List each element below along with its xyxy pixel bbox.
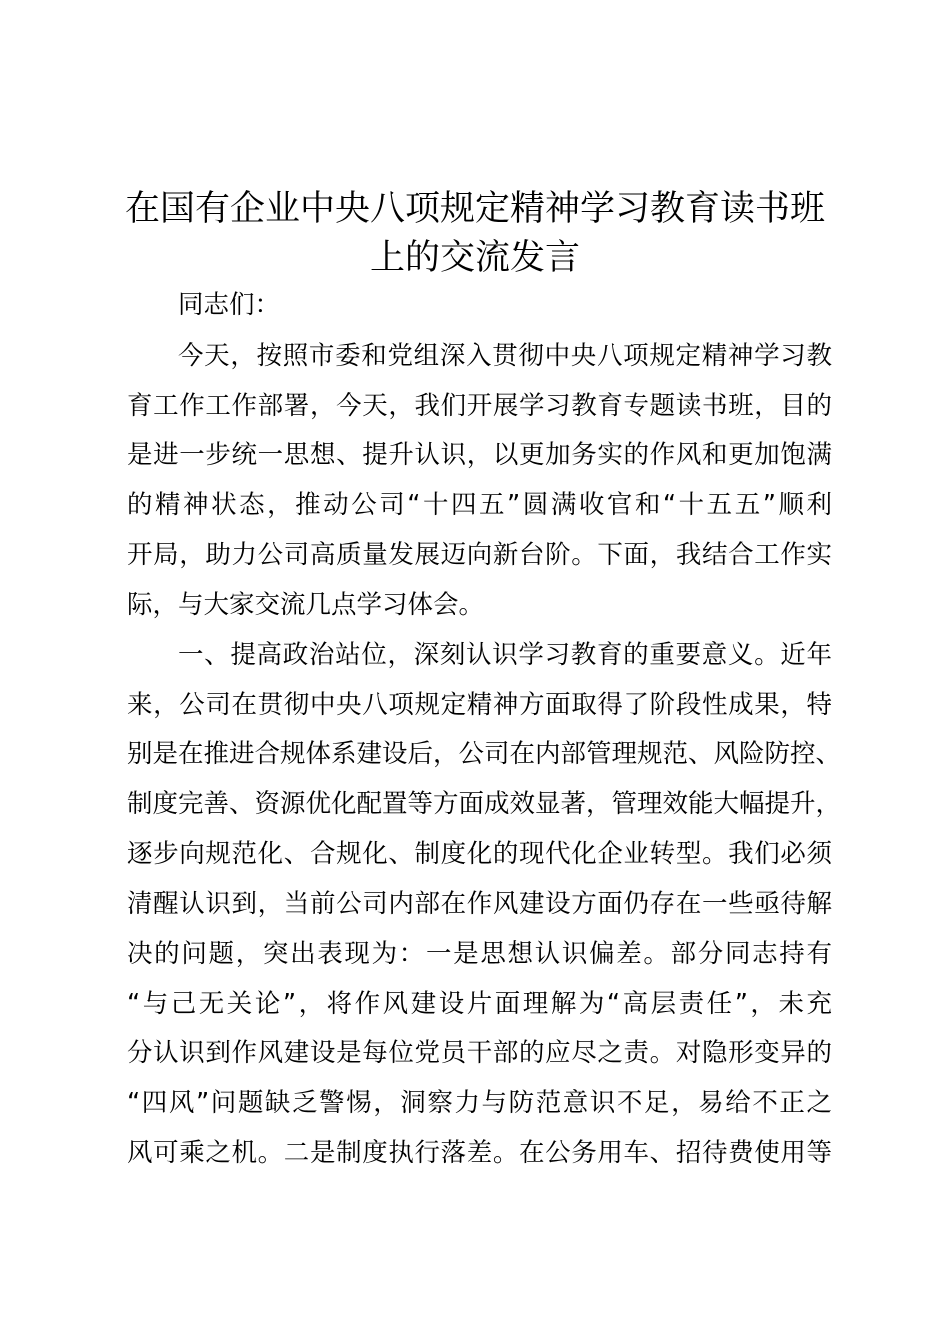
paragraph-line: 决的问题，突出表现为：一是思想认识偏差。部分同志持有	[127, 939, 832, 969]
document-title-line-2: 上的交流发言	[369, 238, 580, 278]
paragraph-line: 的精神状态，推动公司“十四五”圆满收官和“十五五”顺利	[127, 490, 832, 520]
paragraph-line: 是进一步统一思想、提升认识，以更加务实的作风和更加饱满	[127, 440, 832, 470]
paragraph-line: 开局，助力公司高质量发展迈向新台阶。下面，我结合工作实	[127, 540, 832, 570]
paragraph-line: “与己无关论”，将作风建设片面理解为“高层责任”，未充	[127, 989, 832, 1019]
salutation: 同志们：	[178, 290, 281, 320]
paragraph-line: 今天，按照市委和党组深入贯彻中央八项规定精神学习教	[178, 341, 832, 371]
paragraph-line: 清醒认识到，当前公司内部在作风建设方面仍存在一些亟待解	[127, 889, 832, 919]
paragraph-line: 风可乘之机。二是制度执行落差。在公务用车、招待费使用等	[127, 1138, 832, 1168]
paragraph-line: 逐步向规范化、合规化、制度化的现代化企业转型。我们必须	[127, 839, 832, 869]
document-title-line-1: 在国有企业中央八项规定精神学习教育读书班	[124, 189, 825, 229]
paragraph-line: 际，与大家交流几点学习体会。	[127, 590, 485, 620]
paragraph-line: 制度完善、资源优化配置等方面成效显著，管理效能大幅提升，	[127, 789, 842, 819]
paragraph-line: “四风”问题缺乏警惕，洞察力与防范意识不足，易给不正之	[127, 1088, 832, 1118]
paragraph-line: 分认识到作风建设是每位党员干部的应尽之责。对隐形变异的	[127, 1038, 832, 1068]
paragraph-line: 来，公司在贯彻中央八项规定精神方面取得了阶段性成果，特	[127, 690, 832, 720]
paragraph-line: 育工作工作部署，今天，我们开展学习教育专题读书班，目的	[127, 391, 832, 421]
paragraph-line: 一、提高政治站位，深刻认识学习教育的重要意义。近年	[178, 640, 832, 670]
paragraph-line: 别是在推进合规体系建设后，公司在内部管理规范、风险防控、	[127, 739, 842, 769]
